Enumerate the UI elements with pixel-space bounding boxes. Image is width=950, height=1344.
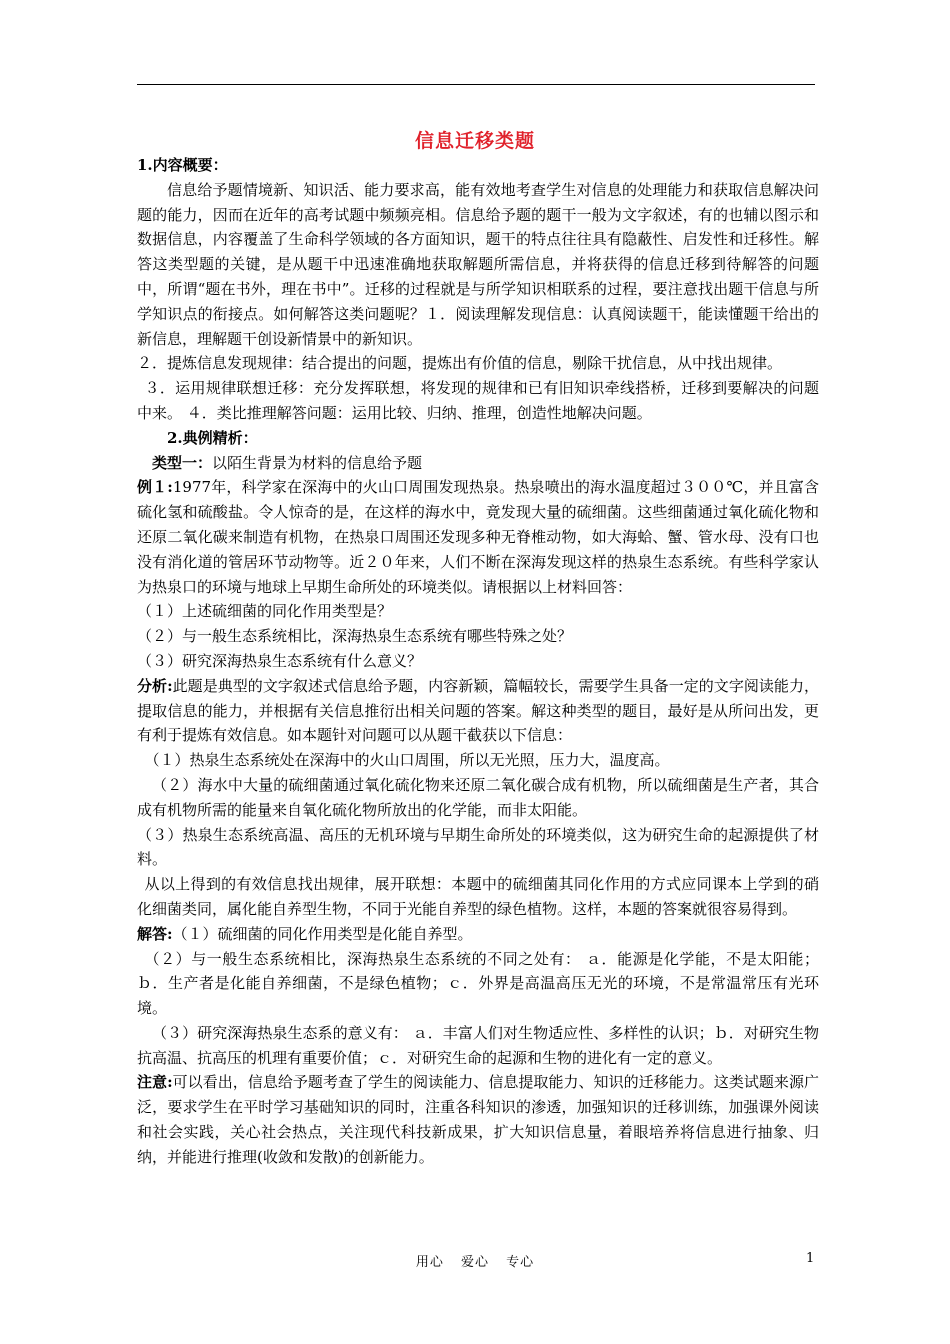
note-label: 注意: xyxy=(137,1073,173,1092)
overview-step-2: ２．提炼信息发现规律：结合提出的问题，提炼出有价值的信息，剔除干扰信息，从中找出规律。 xyxy=(137,354,783,373)
answer-3: （３）研究深海热泉生态系的意义有： ａ．丰富人们对生物适应性、多样性的认识；ｂ．对研究生物抗高温、抗高压的机理有重要价值；ｃ．对研究生命的起源和生物的进化有一定的意义。 xyxy=(137,1023,819,1067)
info-item-2: （２）海水中大量的硫细菌通过氧化硫化物来还原二氧化碳合成有机物，所以硫细菌是生产者，其合成有机物所需的能量来自氧化硫化物所放出的化学能，而非太阳能。 xyxy=(137,775,819,819)
rule-paragraph: 从以上得到的有效信息找出规律，展开联想：本题中的硫细菌其同化作用的方式应同课本上学到的硝化细菌类同，属化能自养型生物，不同于光能自养型的绿色植物。这样，本题的答案就很容易得到。 xyxy=(137,875,819,918)
footer-word-1: 用心 xyxy=(415,1255,444,1270)
overview-step-3-4: ３．运用规律联想迁移：充分发挥联想，将发现的规律和已有旧知识牵线搭桥，迁移到要解决的问题中来。 ４．类比推理解答问题：运用比较、归纳、推理，创造性地解决问题。 xyxy=(137,379,819,422)
analysis-label: 分析: xyxy=(137,676,173,695)
example-label: 例１: xyxy=(137,478,173,497)
type-one-line xyxy=(137,451,819,476)
overview-paragraph: 信息给予题情境新、知识活、能力要求高，能有效地考查学生对信息的处理能力和获取信息解决问题的能力，因而在近年的高考试题中频频亮相。信息给予题的题干一般为文字叙述，有的也辅以图示和数据信息，内容覆盖了生命科学领域的各方面知识，题干的特点往往具有隐蔽性、启发性和迁移性。解答这类型题的关键，是从题干中迅速准确地获取解题所需信息，并将获得的信息迁移到待解答的问题中，所谓“题在书外，理在书中”。迁移的过程就是与所学知识相联系的过程，要注意找出题干信息与所学知识点的衔接点。如何解答这类问题呢？１．阅读理解发现信息：认真阅读题干，能读懂题干给出的新信息，理解题干创设新情景中的新知识。 xyxy=(137,180,819,348)
analysis-text: 此题是典型的文字叙述式信息给予题，内容新颖，篇幅较长，需要学生具备一定的文字阅读能力，提取信息的能力，并根据有关信息推衍出相关问题的答案。解这种类型的题目，最好是从所问出发，更有利于提炼有效信息。如本题针对问题可以从题干截获以下信息： xyxy=(137,676,819,745)
type-one-text: 以陌生背景为材料的信息给予题 xyxy=(212,453,423,472)
page-number: 1 xyxy=(806,1251,815,1266)
footer-word-2: 爱心 xyxy=(460,1255,489,1270)
analysis-paragraph xyxy=(137,674,819,748)
note-text: 可以看出，信息给予题考查了学生的阅读能力、信息提取能力、知识的迁移能力。这类试题来源广泛，要求学生在平时学习基础知识的同时，注重各科知识的渗透，加强知识的迁移训练，加强课外阅读和社会实践，关心社会热点，关注现代科技新成果，扩大知识信息量，着眼培养将信息进行抽象、归纳，并能进行推理(收敛和发散)的创新能力。 xyxy=(137,1073,819,1166)
document-body xyxy=(137,153,819,1170)
example-text: 1977年，科学家在深海中的火山口周围发现热泉。热泉喷出的海水温度超过３００℃，并且富含硫化氢和硫酸盐。令人惊奇的是，在这样的海水中，竟发现大量的硫细菌。这些细菌通过氧化硫化物和还原二氧化碳来制造有机物，在热泉口周围还发现多种无脊椎动物，如大海蛤、蟹、管水母、没有口也没有消化道的管居环节动物等。近２０年来，人们不断在深海发现这样的热泉生态系统。有些科学家认为热泉口的环境与地球上早期生命所处的环境类似。请根据以上材料回答： xyxy=(137,478,819,596)
info-item-3: （３）热泉生态系统高温、高压的无机环境与早期生命所处的环境类似，这为研究生命的起源提供了材料。 xyxy=(137,825,819,869)
answer-2: （２）与一般生态系统相比，深海热泉生态系统的不同之处有： ａ．能源是化学能，不是太阳能；ｂ．生产者是化能自养细菌，不是绿色植物；ｃ．外界是高温高压无光的环境，不是常温常压有光环境。 xyxy=(137,949,819,1018)
question-3: （３）研究深海热泉生态系统有什么意义？ xyxy=(137,651,423,670)
note-paragraph xyxy=(137,1070,819,1169)
section-heading-overview: 1.内容概要： xyxy=(137,156,228,174)
answer-label: 解答: xyxy=(137,924,173,943)
example-paragraph xyxy=(137,475,819,599)
info-item-1: （１）热泉生态系统处在深海中的火山口周围，所以无光照，压力大，温度高。 xyxy=(144,751,670,770)
question-1: （１）上述硫细菌的同化作用类型是？ xyxy=(137,602,393,621)
question-2: （２）与一般生态系统相比，深海热泉生态系统有哪些特殊之处？ xyxy=(137,627,573,646)
section-heading-examples: 2.典例精析： xyxy=(167,428,258,447)
answer-1: （１）硫细菌的同化作用类型是化能自养型。 xyxy=(172,924,473,943)
header-rule xyxy=(137,84,815,85)
footer-word-3: 专心 xyxy=(506,1255,535,1270)
page-title: 信息迁移类题 xyxy=(414,130,535,152)
type-one-label: 类型一： xyxy=(152,453,213,472)
answer-line-1 xyxy=(137,922,819,947)
